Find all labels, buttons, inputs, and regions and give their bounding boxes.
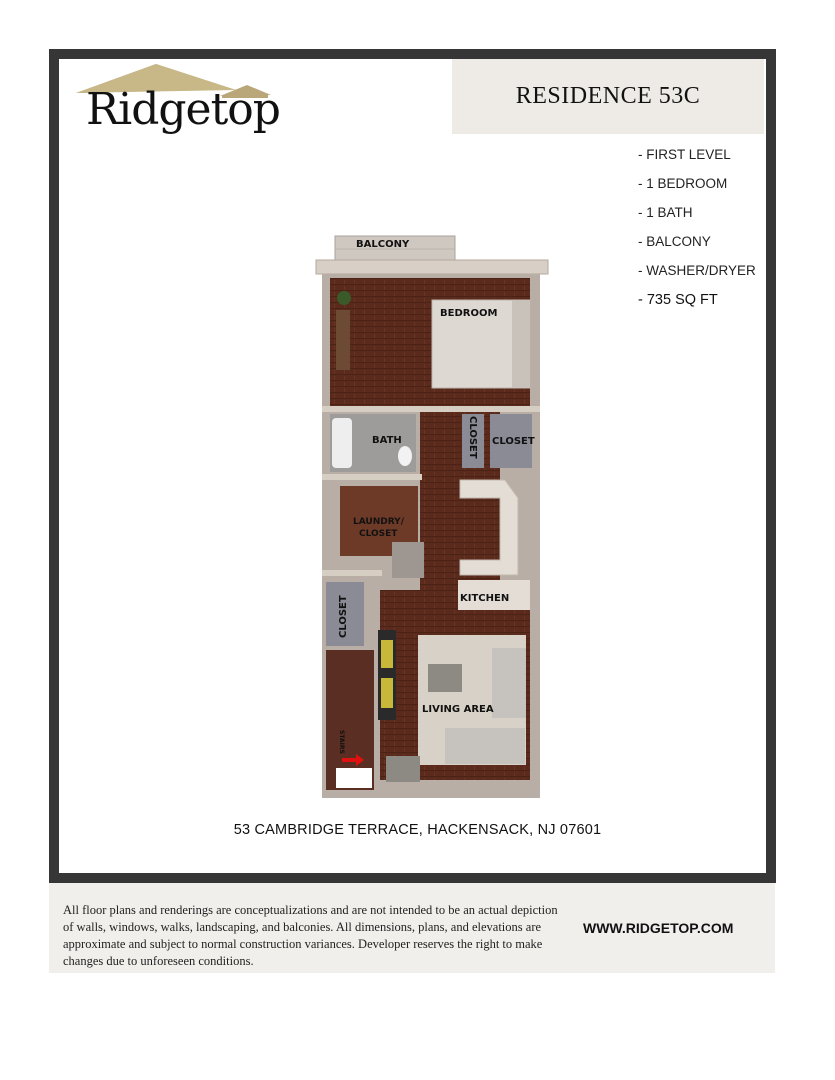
closet-left-label: CLOSET [338,595,349,638]
laundry-label-line1: LAUNDRY/ [353,517,404,527]
floor-plan [300,230,560,804]
website-link[interactable]: WWW.RIDGETOP.COM [583,920,734,936]
address-text: 53 CAMBRIDGE TERRACE, HACKENSACK, NJ 07601 [233,822,602,838]
bench [386,756,420,782]
bedroom-label: BEDROOM [440,308,498,319]
feature-item: - BALCONY [638,234,711,249]
brand-name: Ridgetop [86,84,280,135]
sofa [492,648,526,718]
wall [322,570,382,576]
feature-item: - 1 BATH [638,205,693,220]
feature-list [638,147,756,321]
page-title: RESIDENCE 53C [515,83,701,109]
disclaimer-text: All floor plans and renderings are conceptualizations and are not intended to be an actual depiction of walls, windows, walks, landscaping, and balconies. All dimensions, plans, and elevations are approximate and subject to normal construction variances. Developer reserves the right to make changes due to unforeseen conditions. [63,903,558,968]
feature-item: - FIRST LEVEL [638,147,731,162]
bath-label: BATH [372,435,402,446]
feature-square-footage: - 735 SQ FT [638,292,718,308]
closet-label: CLOSET [492,436,535,447]
shelf-item [381,678,393,708]
plant [337,291,351,305]
balcony-label: BALCONY [356,239,410,250]
toilet [398,446,412,466]
laundry-counter [392,542,424,578]
laundry-label-line2: CLOSET [359,529,398,539]
feature-item: - 1 BEDROOM [638,176,728,191]
wall [322,474,422,480]
feature-item: - WASHER/DRYER [638,263,756,278]
entry-mat [336,768,372,788]
residence-title-box [452,59,764,134]
footer [49,883,775,973]
dresser [336,310,350,370]
exterior-wall-top [316,260,548,274]
bathtub [332,418,352,468]
armchair [445,728,525,764]
wall [322,406,540,412]
living-label: LIVING AREA [422,704,494,715]
shelf-item [381,640,393,668]
bed-headboard [512,300,530,388]
ottoman [428,664,462,692]
closet-vertical-label: CLOSET [467,416,478,459]
stairs-label: STAIRS [338,730,345,754]
kitchen-label: KITCHEN [460,593,510,604]
